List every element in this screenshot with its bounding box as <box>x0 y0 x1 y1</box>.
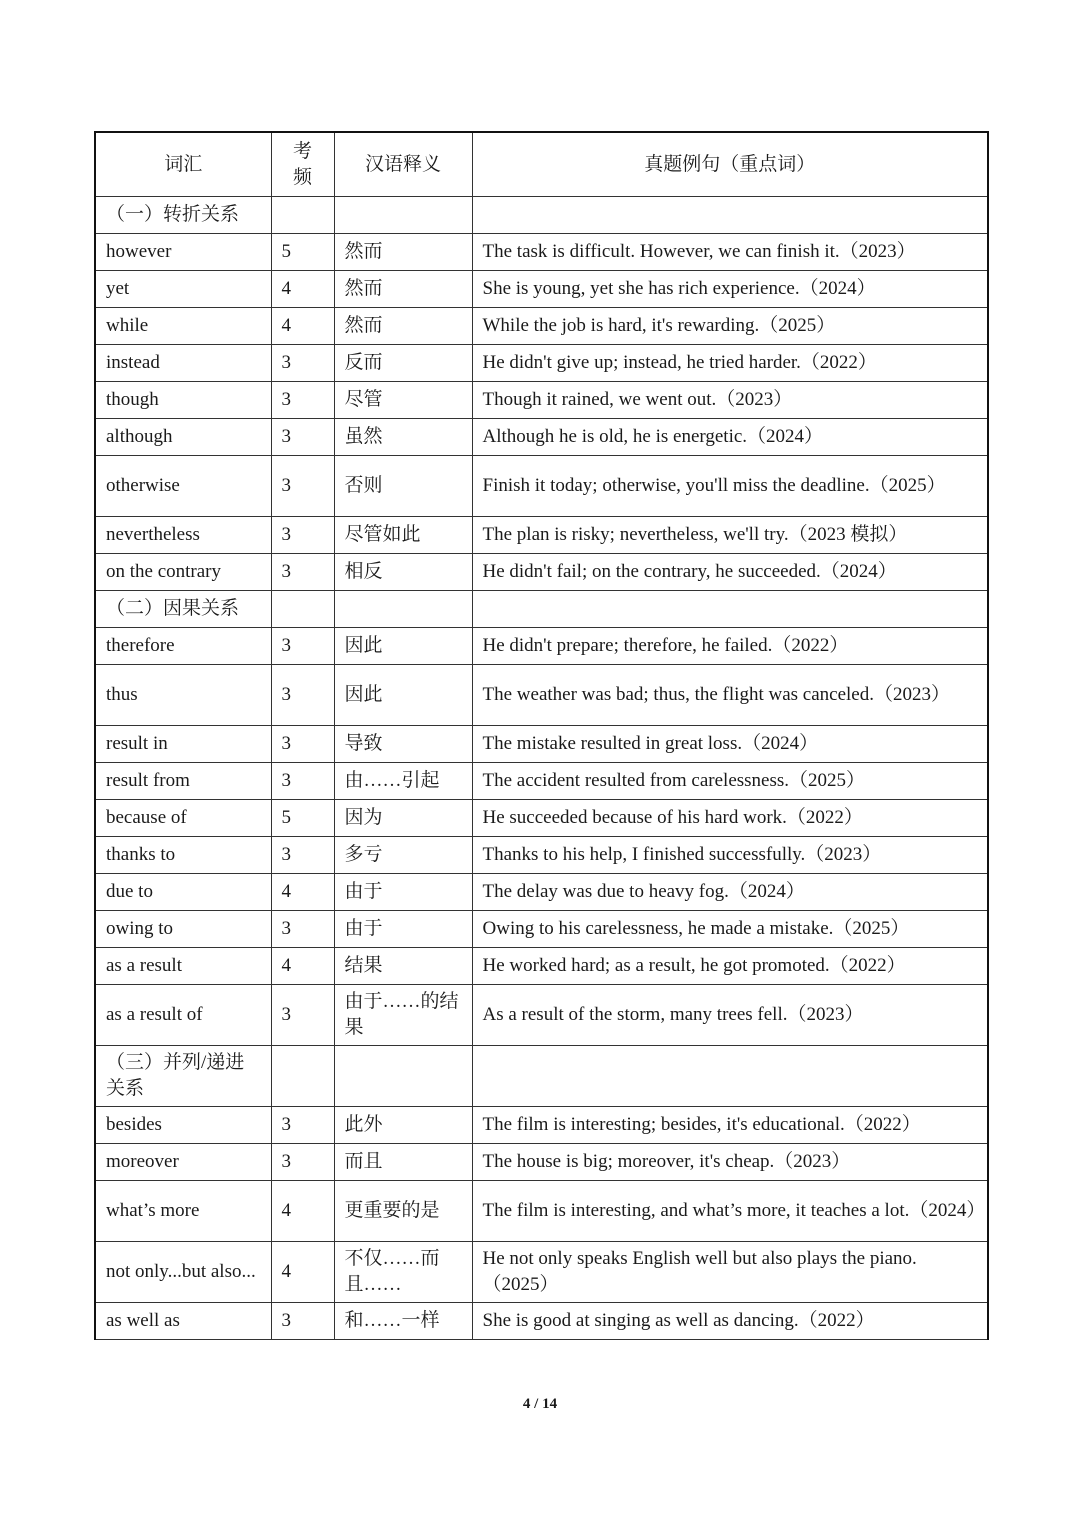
example-cell: The task is difficult. However, we can finish it.（2023） <box>472 234 988 271</box>
word-cell: however <box>95 234 271 271</box>
section-row <box>95 1046 988 1107</box>
table-row <box>95 911 988 948</box>
example-cell: Although he is old, he is energetic.（2024） <box>472 419 988 456</box>
table-row <box>95 948 988 985</box>
table-row <box>95 837 988 874</box>
frequency-cell: 5 <box>271 800 334 837</box>
empty-cell <box>334 591 472 628</box>
frequency-cell: 3 <box>271 382 334 419</box>
frequency-cell: 3 <box>271 985 334 1046</box>
word-cell: result in <box>95 726 271 763</box>
empty-cell <box>271 591 334 628</box>
frequency-cell: 4 <box>271 874 334 911</box>
meaning-cell: 由于 <box>334 911 472 948</box>
table-row <box>95 665 988 726</box>
example-cell: The film is interesting; besides, it's educational.（2022） <box>472 1107 988 1144</box>
word-cell: yet <box>95 271 271 308</box>
empty-cell <box>271 1046 334 1107</box>
word-cell: instead <box>95 345 271 382</box>
table-row <box>95 1303 988 1340</box>
table-row <box>95 456 988 517</box>
frequency-cell: 4 <box>271 1242 334 1303</box>
header-frequency: 考频 <box>271 132 334 197</box>
meaning-cell: 尽管如此 <box>334 517 472 554</box>
table-row <box>95 985 988 1046</box>
table-row <box>95 271 988 308</box>
table-row <box>95 1144 988 1181</box>
meaning-cell: 因为 <box>334 800 472 837</box>
frequency-cell: 3 <box>271 456 334 517</box>
example-cell: The mistake resulted in great loss.（2024） <box>472 726 988 763</box>
word-cell: otherwise <box>95 456 271 517</box>
word-cell: nevertheless <box>95 517 271 554</box>
section-row <box>95 197 988 234</box>
meaning-cell: 此外 <box>334 1107 472 1144</box>
word-cell: though <box>95 382 271 419</box>
example-cell: Though it rained, we went out.（2023） <box>472 382 988 419</box>
example-cell: The accident resulted from carelessness.（2025） <box>472 763 988 800</box>
table-row <box>95 419 988 456</box>
example-cell: He didn't fail; on the contrary, he succeeded.（2024） <box>472 554 988 591</box>
frequency-cell: 3 <box>271 665 334 726</box>
frequency-cell: 3 <box>271 554 334 591</box>
meaning-cell: 而且 <box>334 1144 472 1181</box>
word-cell: owing to <box>95 911 271 948</box>
example-cell: The plan is risky; nevertheless, we'll try.（2023 模拟） <box>472 517 988 554</box>
frequency-cell: 4 <box>271 308 334 345</box>
empty-cell <box>271 197 334 234</box>
example-cell: She is good at singing as well as dancing.（2022） <box>472 1303 988 1340</box>
table-row <box>95 628 988 665</box>
page-number: 4 / 14 <box>522 1396 558 1412</box>
meaning-cell: 然而 <box>334 271 472 308</box>
table-row <box>95 308 988 345</box>
table-row <box>95 1242 988 1303</box>
word-cell: as well as <box>95 1303 271 1340</box>
meaning-cell: 多亏 <box>334 837 472 874</box>
example-cell: Owing to his carelessness, he made a mistake.（2025） <box>472 911 988 948</box>
word-cell: besides <box>95 1107 271 1144</box>
table-row <box>95 234 988 271</box>
table-row <box>95 726 988 763</box>
word-cell: therefore <box>95 628 271 665</box>
table-row <box>95 345 988 382</box>
example-cell: He didn't prepare; therefore, he failed.（2022） <box>472 628 988 665</box>
vocabulary-table <box>94 131 989 1340</box>
example-cell: As a result of the storm, many trees fell.（2023） <box>472 985 988 1046</box>
section-label: （二）因果关系 <box>95 591 271 628</box>
example-cell: He didn't give up; instead, he tried harder.（2022） <box>472 345 988 382</box>
example-cell: He worked hard; as a result, he got promoted.（2022） <box>472 948 988 985</box>
empty-cell <box>334 1046 472 1107</box>
word-cell: result from <box>95 763 271 800</box>
example-cell: He succeeded because of his hard work.（2022） <box>472 800 988 837</box>
table-row <box>95 554 988 591</box>
frequency-cell: 3 <box>271 628 334 665</box>
meaning-cell: 导致 <box>334 726 472 763</box>
frequency-cell: 3 <box>271 1144 334 1181</box>
header-example: 真题例句（重点词） <box>472 132 988 197</box>
frequency-cell: 3 <box>271 837 334 874</box>
word-cell: not only...but also... <box>95 1242 271 1303</box>
word-cell: as a result of <box>95 985 271 1046</box>
meaning-cell: 相反 <box>334 554 472 591</box>
meaning-cell: 和……一样 <box>334 1303 472 1340</box>
header-meaning: 汉语释义 <box>334 132 472 197</box>
word-cell: thus <box>95 665 271 726</box>
table-row <box>95 382 988 419</box>
frequency-cell: 3 <box>271 517 334 554</box>
frequency-cell: 3 <box>271 419 334 456</box>
word-cell: while <box>95 308 271 345</box>
empty-cell <box>472 1046 988 1107</box>
empty-cell <box>334 197 472 234</box>
meaning-cell: 由……引起 <box>334 763 472 800</box>
frequency-cell: 3 <box>271 911 334 948</box>
table-row <box>95 800 988 837</box>
table-body <box>95 197 988 1340</box>
example-cell: Finish it today; otherwise, you'll miss the deadline.（2025） <box>472 456 988 517</box>
frequency-cell: 3 <box>271 345 334 382</box>
table-row <box>95 874 988 911</box>
meaning-cell: 更重要的是 <box>334 1181 472 1242</box>
example-cell: Thanks to his help, I finished successfully.（2023） <box>472 837 988 874</box>
frequency-cell: 3 <box>271 1303 334 1340</box>
word-cell: due to <box>95 874 271 911</box>
meaning-cell: 尽管 <box>334 382 472 419</box>
meaning-cell: 然而 <box>334 308 472 345</box>
empty-cell <box>472 591 988 628</box>
table-row <box>95 517 988 554</box>
example-cell: The delay was due to heavy fog.（2024） <box>472 874 988 911</box>
section-row <box>95 591 988 628</box>
meaning-cell: 因此 <box>334 665 472 726</box>
example-cell: She is young, yet she has rich experience.（2024） <box>472 271 988 308</box>
word-cell: although <box>95 419 271 456</box>
meaning-cell: 反而 <box>334 345 472 382</box>
example-cell: While the job is hard, it's rewarding.（2025） <box>472 308 988 345</box>
word-cell: as a result <box>95 948 271 985</box>
frequency-cell: 5 <box>271 234 334 271</box>
word-cell: thanks to <box>95 837 271 874</box>
example-cell: The film is interesting, and what’s more, it teaches a lot.（2024） <box>472 1181 988 1242</box>
table-row <box>95 1181 988 1242</box>
table-row <box>95 1107 988 1144</box>
meaning-cell: 否则 <box>334 456 472 517</box>
table-row <box>95 763 988 800</box>
meaning-cell: 然而 <box>334 234 472 271</box>
word-cell: on the contrary <box>95 554 271 591</box>
example-cell: The house is big; moreover, it's cheap.（2023） <box>472 1144 988 1181</box>
section-label: （三）并列/递进关系 <box>95 1046 271 1107</box>
table-header-row <box>95 132 988 197</box>
meaning-cell: 不仅……而且…… <box>334 1242 472 1303</box>
meaning-cell: 由于……的结果 <box>334 985 472 1046</box>
example-cell: The weather was bad; thus, the flight was canceled.（2023） <box>472 665 988 726</box>
meaning-cell: 由于 <box>334 874 472 911</box>
meaning-cell: 虽然 <box>334 419 472 456</box>
section-label: （一）转折关系 <box>95 197 271 234</box>
frequency-cell: 4 <box>271 948 334 985</box>
word-cell: because of <box>95 800 271 837</box>
header-word: 词汇 <box>95 132 271 197</box>
meaning-cell: 因此 <box>334 628 472 665</box>
frequency-cell: 4 <box>271 1181 334 1242</box>
empty-cell <box>472 197 988 234</box>
frequency-cell: 3 <box>271 763 334 800</box>
frequency-cell: 4 <box>271 271 334 308</box>
frequency-cell: 3 <box>271 1107 334 1144</box>
word-cell: what’s more <box>95 1181 271 1242</box>
frequency-cell: 3 <box>271 726 334 763</box>
meaning-cell: 结果 <box>334 948 472 985</box>
word-cell: moreover <box>95 1144 271 1181</box>
example-cell: He not only speaks English well but also plays the piano.（2025） <box>472 1242 988 1303</box>
